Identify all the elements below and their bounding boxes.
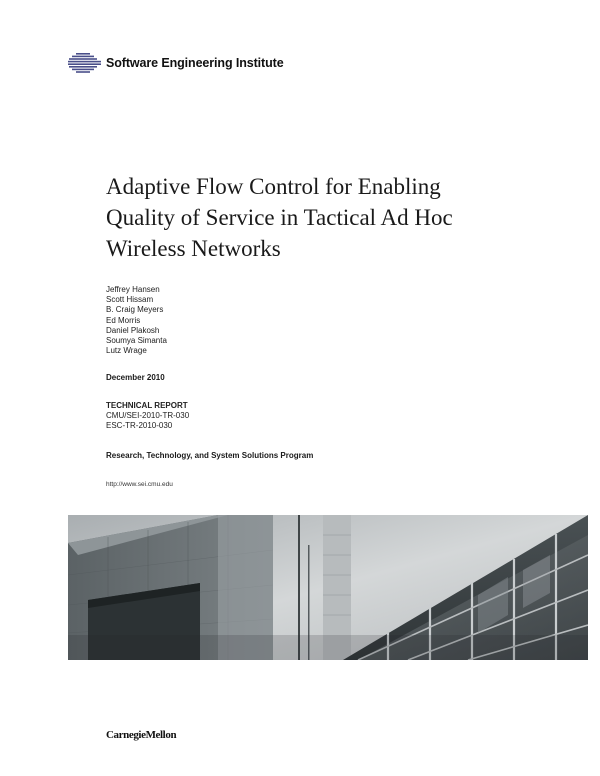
building-facade-illustration <box>68 515 588 660</box>
program-name: Research, Technology, and System Solutions Program <box>106 451 314 460</box>
author-name: Jeffrey Hansen <box>106 285 160 294</box>
org-name: Software Engineering Institute <box>106 56 284 70</box>
title-line: Quality of Service in Tactical Ad Hoc <box>106 205 453 230</box>
website-link[interactable]: http://www.sei.cmu.edu <box>106 481 173 488</box>
author-name: Ed Morris <box>106 315 141 325</box>
author-name: Daniel Plakosh <box>106 325 160 335</box>
building-facade-photo <box>68 515 588 660</box>
sei-logo <box>68 52 284 74</box>
author-name: Scott Hissam <box>106 295 154 305</box>
report-type: TECHNICAL REPORT <box>106 401 188 410</box>
publication-date: December 2010 <box>106 373 165 382</box>
report-title <box>106 171 526 264</box>
report-info <box>106 401 189 432</box>
author-name: B. Craig Meyers <box>106 305 164 315</box>
author-name: Lutz Wrage <box>106 346 147 356</box>
cmu-wordmark-logo: CarnegieMellon <box>106 729 177 741</box>
title-line: Adaptive Flow Control for Enabling <box>106 174 441 199</box>
sei-striped-globe-icon <box>68 53 102 73</box>
title-line: Wireless Networks <box>106 236 281 261</box>
author-list <box>106 285 167 356</box>
report-id: ESC-TR-2010-030 <box>106 421 173 431</box>
author-name: Soumya Simanta <box>106 336 167 346</box>
report-id: CMU/SEI-2010-TR-030 <box>106 411 190 421</box>
